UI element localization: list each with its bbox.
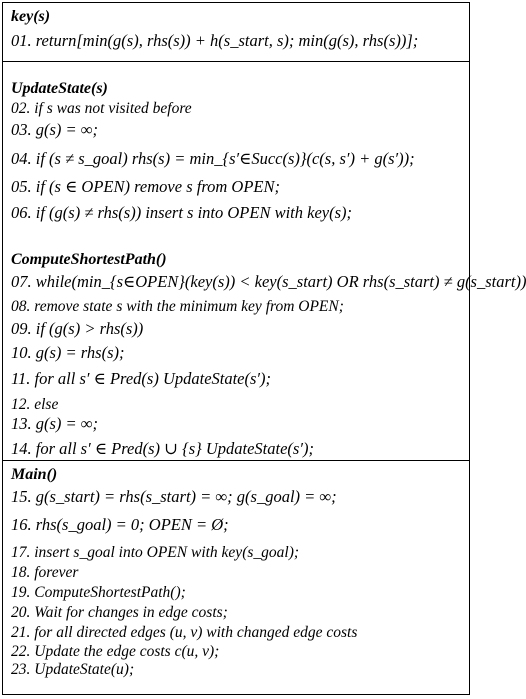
separator-1 [3,61,469,62]
line-13: 13. g(s) = ∞; [11,414,99,433]
heading-update-state: UpdateState(s) [11,80,108,97]
line-17: 17. insert s_goal into OPEN with key(s_goal); [11,544,300,561]
line-07: 07. while(min_{s∈OPEN}(key(s)) < key(s_start) OR rhs(s_start) ≠ g(s_start)) [11,272,526,291]
line-06: 06. if (g(s) ≠ rhs(s)) insert s into OPEN with key(s); [11,203,353,222]
line-05: 05. if (s ∈ OPEN) remove s from OPEN; [11,177,280,196]
line-11: 11. for all s′ ∈ Pred(s) UpdateState(s′); [11,369,272,388]
line-19: 19. ComputeShortestPath(); [11,584,186,601]
separator-2 [3,460,469,461]
line-03: 03. g(s) = ∞; [11,120,99,139]
line-08: 08. remove state s with the minimum key from OPEN; [11,298,344,315]
line-22: 22. Update the edge costs c(u, v); [11,643,220,660]
heading-key: key(s) [11,8,51,25]
line-10: 10. g(s) = rhs(s); [11,343,125,362]
line-14: 14. for all s′ ∈ Pred(s) ∪ {s} UpdateState(s′); [11,439,314,458]
heading-main: Main() [11,466,58,483]
line-23: 23. UpdateState(u); [11,661,135,678]
line-12: 12. else [11,396,59,413]
line-20: 20. Wait for changes in edge costs; [11,604,228,621]
line-02: 02. if s was not visited before [11,100,192,117]
line-01: 01. return[min(g(s), rhs(s)) + h(s_start, s); min(g(s), rhs(s))]; [11,31,419,50]
line-18: 18. forever [11,564,79,581]
heading-compute-shortest-path: ComputeShortestPath() [11,251,167,268]
line-15: 15. g(s_start) = rhs(s_start) = ∞; g(s_goal) = ∞; [11,487,337,506]
line-09: 09. if (g(s) > rhs(s)) [11,319,144,338]
line-04: 04. if (s ≠ s_goal) rhs(s) = min_{s′∈Succ(s)}(c(s, s′) + g(s′)); [11,149,415,168]
line-21: 21. for all directed edges (u, v) with changed edge costs [11,624,358,641]
line-16: 16. rhs(s_goal) = 0; OPEN = Ø; [11,515,229,534]
algorithm-box [2,2,526,695]
